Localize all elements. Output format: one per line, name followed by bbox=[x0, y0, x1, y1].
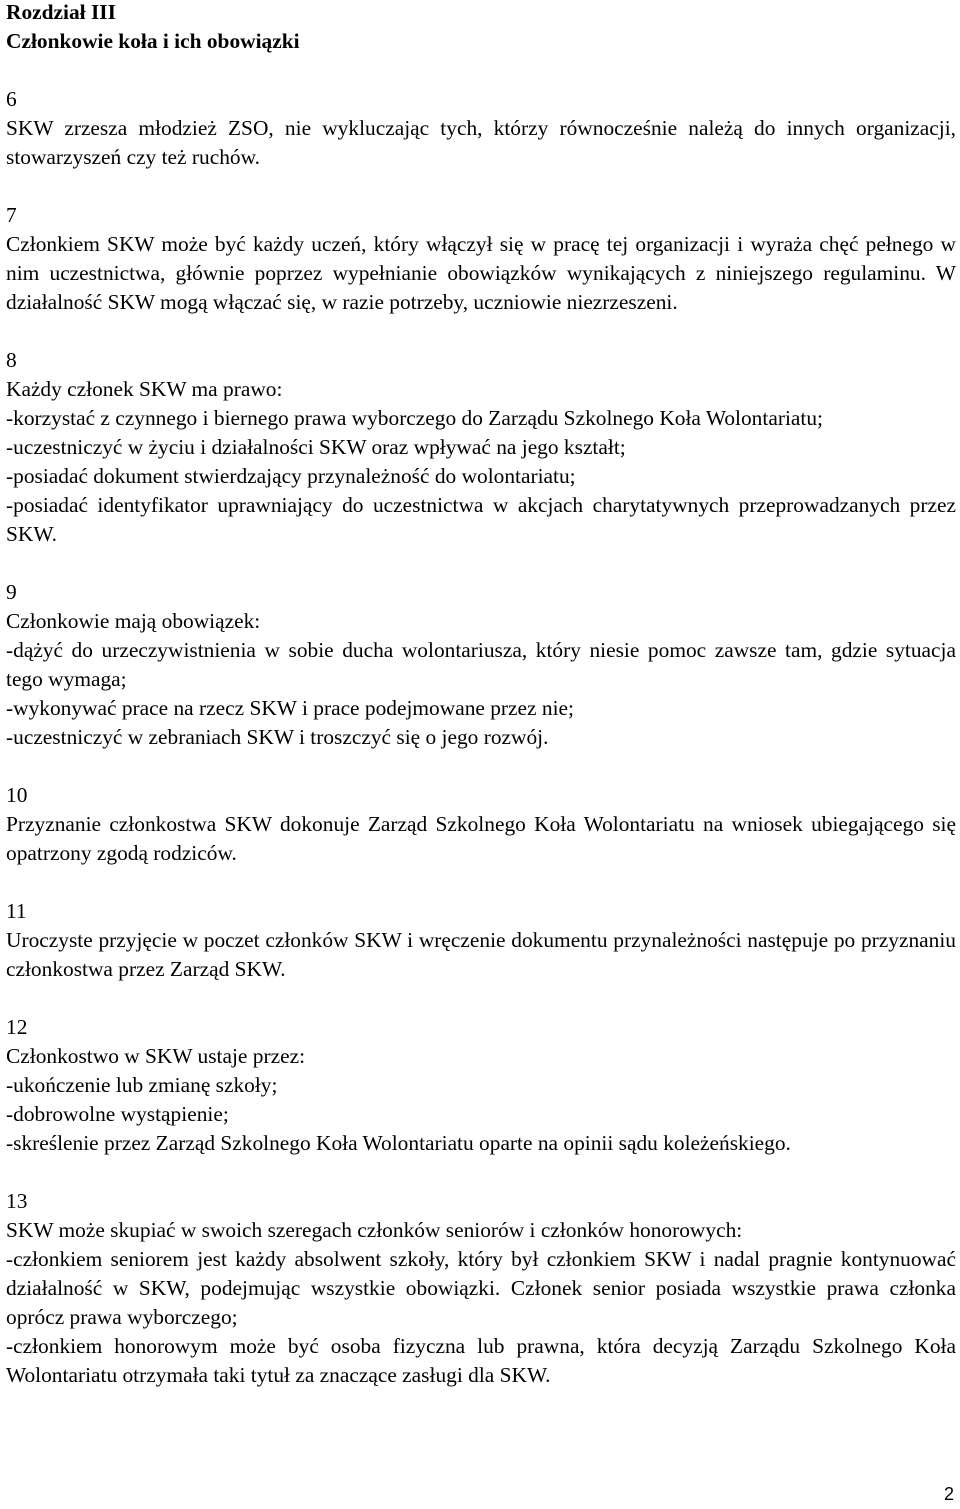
paragraph: Członkiem SKW może być każdy uczeń, który włączył się w pracę tej organizacji i wyraża chęć pełnego w nim uczestnictwa, głównie poprzez wypełnianie obowiązków wynikających z niniejszego regulaminu. W działalność SKW mogą włączać się, w razie potrzeby, uczniowie niezrzeszeni. bbox=[6, 232, 956, 314]
section-10 bbox=[6, 781, 956, 868]
list-item: -dążyć do urzeczywistnienia w sobie ducha wolontariusza, który niesie pomoc zawsze tam, gdzie sytuacja tego wymaga; bbox=[6, 638, 956, 691]
chapter-number: Rozdział III bbox=[6, 0, 116, 24]
section-12 bbox=[6, 1013, 956, 1158]
section-number: 8 bbox=[6, 348, 17, 372]
paragraph-intro: SKW może skupiać w swoich szeregach członków seniorów i członków honorowych: bbox=[6, 1218, 743, 1242]
section-number: 6 bbox=[6, 87, 17, 111]
section-number: 9 bbox=[6, 580, 17, 604]
section-number: 11 bbox=[6, 899, 27, 923]
page-number: 2 bbox=[943, 1484, 954, 1504]
list-item: -skreślenie przez Zarząd Szkolnego Koła Wolontariatu oparte na opinii sądu koleżeńskiego. bbox=[6, 1131, 791, 1155]
list-item: -wykonywać prace na rzecz SKW i prace podejmowane przez nie; bbox=[6, 696, 574, 720]
paragraph: Przyznanie członkostwa SKW dokonuje Zarząd Szkolnego Koła Wolontariatu na wniosek ubiegającego się opatrzony zgodą rodziców. bbox=[6, 812, 956, 865]
section-8 bbox=[6, 346, 956, 549]
list-item: -uczestniczyć w życiu i działalności SKW oraz wpływać na jego kształt; bbox=[6, 435, 626, 459]
section-number: 7 bbox=[6, 203, 17, 227]
list-item: -ukończenie lub zmianę szkoły; bbox=[6, 1073, 278, 1097]
paragraph: SKW zrzesza młodzież ZSO, nie wykluczając tych, którzy równocześnie należą do innych organizacji, stowarzyszeń czy też ruchów. bbox=[6, 116, 956, 169]
section-13 bbox=[6, 1187, 956, 1390]
document-page bbox=[6, 0, 956, 1390]
list-item: -korzystać z czynnego i biernego prawa wyborczego do Zarządu Szkolnego Koła Wolontariatu; bbox=[6, 406, 823, 430]
paragraph-intro: Członkostwo w SKW ustaje przez: bbox=[6, 1044, 306, 1068]
chapter-title: Członkowie koła i ich obowiązki bbox=[6, 29, 300, 53]
list-item: -posiadać identyfikator uprawniający do uczestnictwa w akcjach charytatywnych przeprowadzanych przez SKW. bbox=[6, 493, 956, 546]
section-number: 10 bbox=[6, 783, 28, 807]
section-6 bbox=[6, 85, 956, 172]
paragraph-intro: Członkowie mają obowiązek: bbox=[6, 609, 261, 633]
list-item: -uczestniczyć w zebraniach SKW i troszczyć się o jego rozwój. bbox=[6, 725, 549, 749]
section-number: 12 bbox=[6, 1015, 28, 1039]
paragraph-intro: Każdy członek SKW ma prawo: bbox=[6, 377, 283, 401]
section-9 bbox=[6, 578, 956, 752]
list-item: -dobrowolne wystąpienie; bbox=[6, 1102, 229, 1126]
section-11 bbox=[6, 897, 956, 984]
list-item: -członkiem honorowym może być osoba fizyczna lub prawna, która decyzją Zarządu Szkolnego Koła Wolontariatu otrzymała taki tytuł za znaczące zasługi dla SKW. bbox=[6, 1334, 956, 1387]
list-item: -posiadać dokument stwierdzający przynależność do wolontariatu; bbox=[6, 464, 576, 488]
section-number: 13 bbox=[6, 1189, 28, 1213]
section-7 bbox=[6, 201, 956, 317]
paragraph: Uroczyste przyjęcie w poczet członków SKW i wręczenie dokumentu przynależności następuje po przyznaniu członkostwa przez Zarząd SKW. bbox=[6, 928, 956, 981]
list-item: -członkiem seniorem jest każdy absolwent szkoły, który był członkiem SKW i nadal pragnie kontynuować działalność w SKW, podejmując wszystkie obowiązki. Członek senior posiada wszystkie prawa członka oprócz prawa wyborczego; bbox=[6, 1247, 956, 1329]
